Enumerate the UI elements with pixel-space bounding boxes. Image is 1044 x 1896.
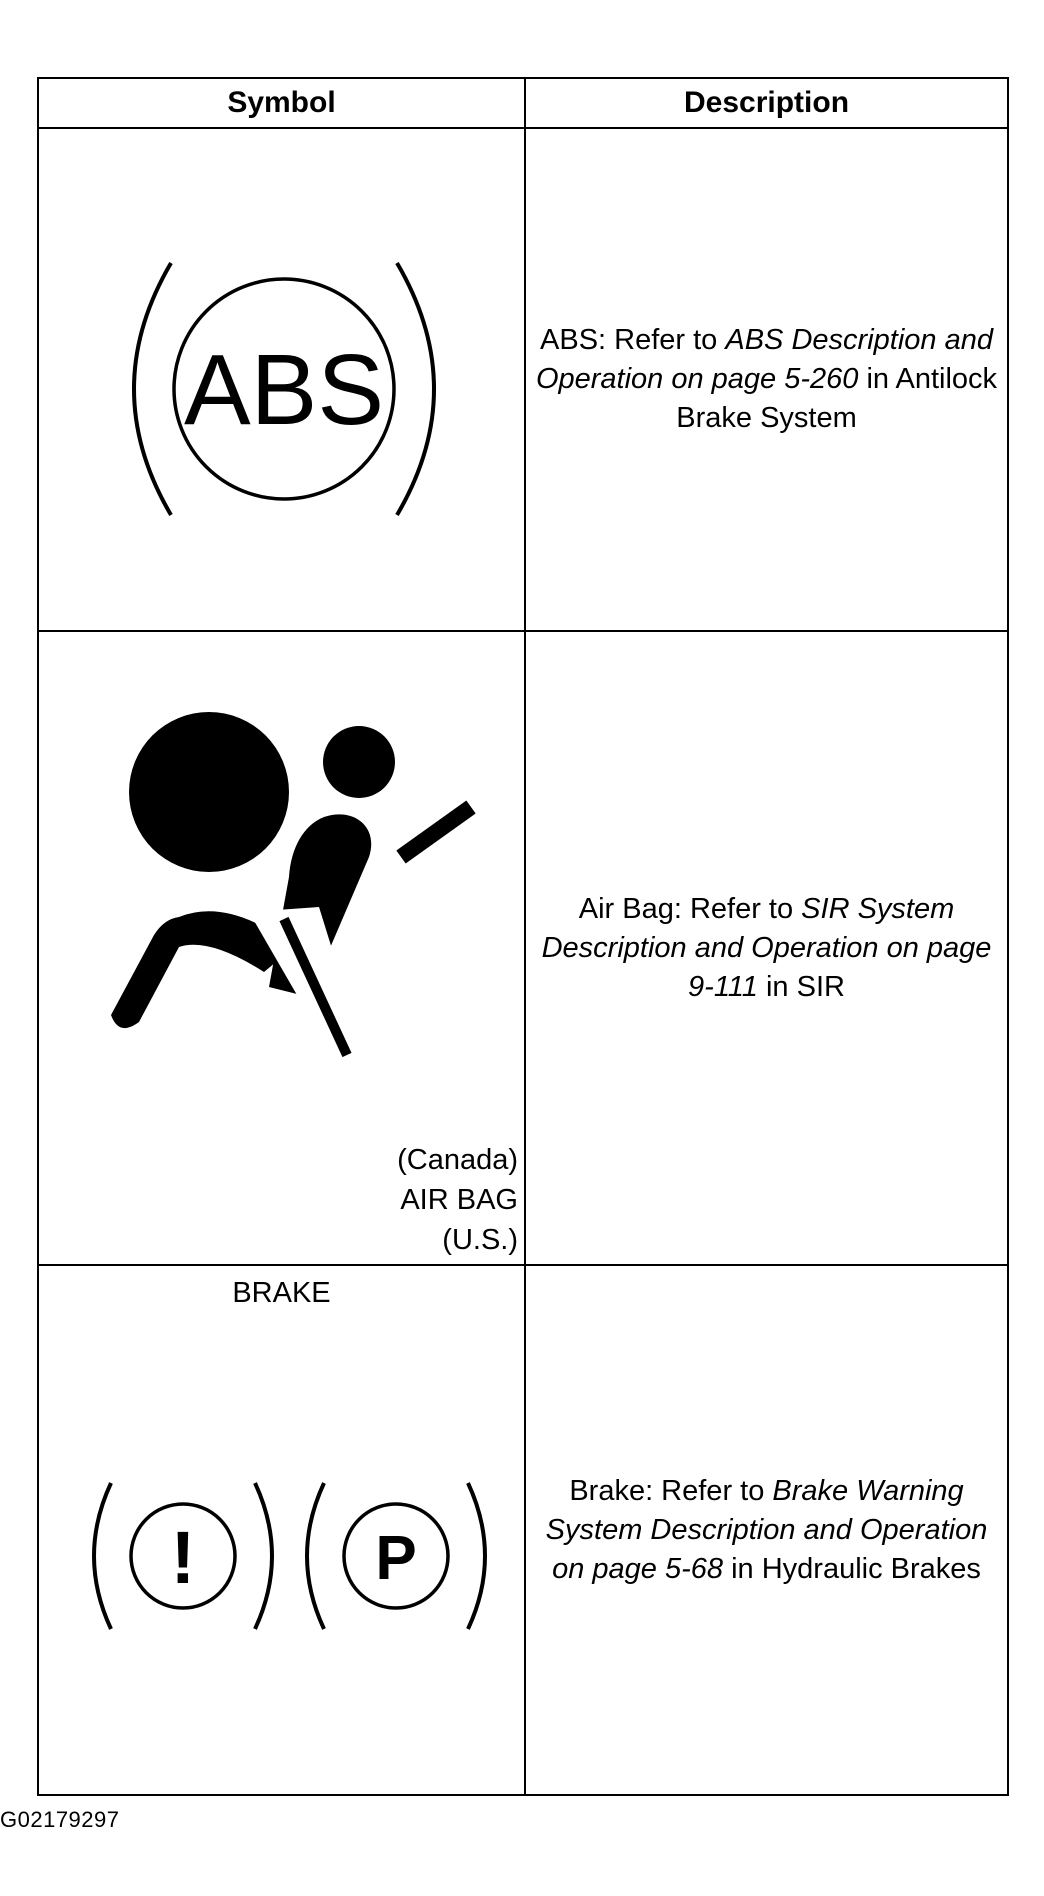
caption-canada: (Canada) xyxy=(397,1144,518,1176)
brake-desc-suffix: in Hydraulic Brakes xyxy=(723,1552,981,1585)
air-bag-warning-icon xyxy=(79,697,499,1057)
symbol-cell-brake xyxy=(38,1265,525,1795)
table-row-abs xyxy=(38,128,1008,631)
caption-us: (U.S.) xyxy=(442,1224,518,1256)
description-cell-brake xyxy=(525,1265,1008,1795)
symbol-column-header: Symbol xyxy=(38,78,525,128)
abs-desc-prefix: ABS: Refer to xyxy=(540,324,726,356)
parking-brake-icon xyxy=(307,1483,485,1629)
symbol-cell-abs xyxy=(38,128,525,631)
abs-icon-text: ABS xyxy=(183,334,385,446)
air-bag-desc-reference: SIR System Description and Operation on page 9-111 xyxy=(541,892,992,1003)
abs-warning-icon xyxy=(119,249,449,529)
description-column-header: Description xyxy=(525,78,1008,128)
symbol-cell-air-bag xyxy=(38,631,525,1265)
exclamation-glyph: ! xyxy=(170,1516,196,1599)
abs-desc-reference: ABS Description and Operation on page 5-260 xyxy=(535,324,993,395)
table-row-air-bag xyxy=(38,631,1008,1265)
brake-exclamation-icon xyxy=(94,1483,272,1629)
abs-desc-suffix: in Antilock Brake System xyxy=(676,363,998,434)
warning-symbol-table xyxy=(37,77,1009,1796)
air-bag-desc-suffix: in SIR xyxy=(757,970,845,1003)
parking-p-glyph: P xyxy=(375,1524,417,1593)
table-row-brake xyxy=(38,1265,1008,1795)
description-cell-air-bag xyxy=(525,631,1008,1265)
air-bag-caption xyxy=(397,1140,518,1260)
caption-air-bag: AIR BAG xyxy=(400,1184,518,1216)
brake-desc-prefix: Brake: Refer to xyxy=(569,1474,773,1507)
figure-id: G02179297 xyxy=(0,1807,120,1832)
description-cell-abs xyxy=(525,128,1008,631)
brake-desc-reference: Brake Warning System Description and Operation on page 5-68 xyxy=(545,1474,988,1585)
air-bag-desc-prefix: Air Bag: Refer to xyxy=(578,892,802,925)
brake-label: BRAKE xyxy=(232,1277,331,1309)
table-header-row xyxy=(38,78,1008,128)
brake-warning-icons xyxy=(79,1471,499,1641)
